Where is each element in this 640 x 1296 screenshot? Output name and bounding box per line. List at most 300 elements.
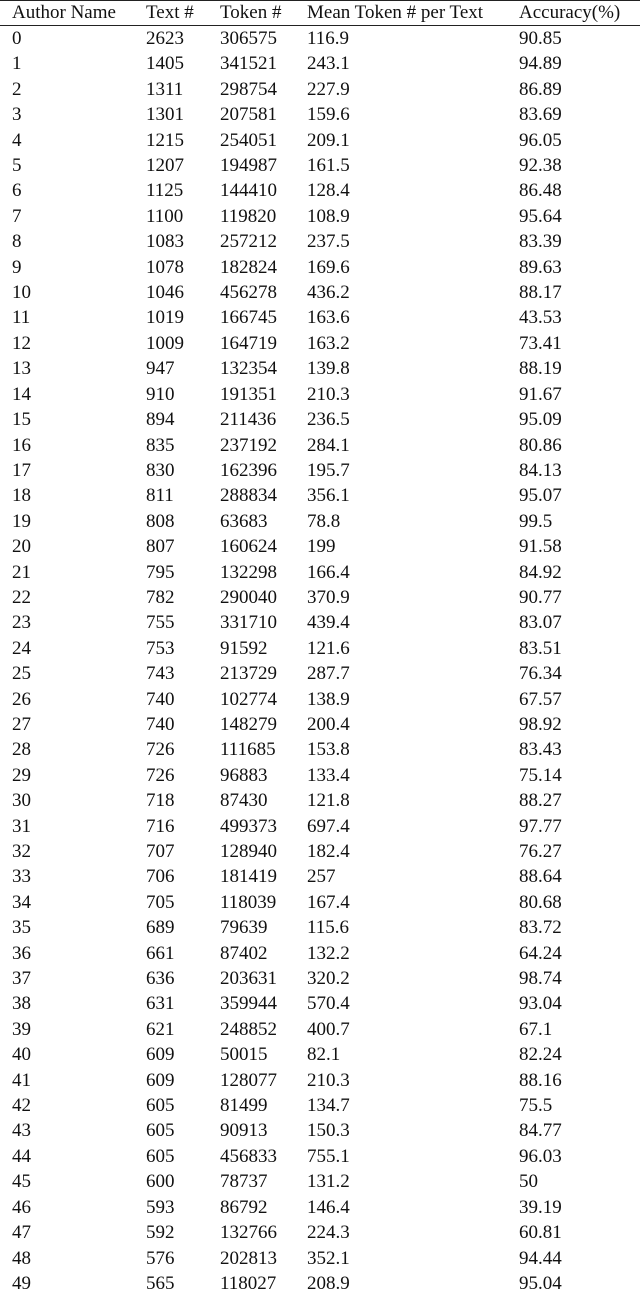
cell-mean-token: 121.8 bbox=[307, 788, 519, 813]
cell-author-name: 33 bbox=[0, 864, 146, 889]
cell-mean-token: 570.4 bbox=[307, 991, 519, 1016]
cell-accuracy: 96.05 bbox=[519, 128, 640, 153]
cell-token-count: 63683 bbox=[220, 509, 307, 534]
cell-mean-token: 370.9 bbox=[307, 585, 519, 610]
cell-accuracy: 83.43 bbox=[519, 737, 640, 762]
table-row bbox=[0, 737, 640, 762]
cell-accuracy: 60.81 bbox=[519, 1220, 640, 1245]
cell-mean-token: 200.4 bbox=[307, 712, 519, 737]
cell-accuracy: 83.69 bbox=[519, 102, 640, 127]
cell-author-name: 26 bbox=[0, 687, 146, 712]
cell-mean-token: 208.9 bbox=[307, 1271, 519, 1296]
cell-text-count: 830 bbox=[146, 458, 220, 483]
cell-accuracy: 97.77 bbox=[519, 814, 640, 839]
cell-author-name: 25 bbox=[0, 661, 146, 686]
cell-mean-token: 159.6 bbox=[307, 102, 519, 127]
cell-mean-token: 115.6 bbox=[307, 915, 519, 940]
cell-accuracy: 91.58 bbox=[519, 534, 640, 559]
cell-text-count: 726 bbox=[146, 737, 220, 762]
cell-mean-token: 182.4 bbox=[307, 839, 519, 864]
cell-accuracy: 94.89 bbox=[519, 51, 640, 76]
cell-mean-token: 356.1 bbox=[307, 483, 519, 508]
cell-text-count: 2623 bbox=[146, 26, 220, 52]
cell-accuracy: 88.64 bbox=[519, 864, 640, 889]
cell-token-count: 102774 bbox=[220, 687, 307, 712]
cell-text-count: 716 bbox=[146, 814, 220, 839]
cell-author-name: 15 bbox=[0, 407, 146, 432]
cell-text-count: 947 bbox=[146, 356, 220, 381]
table-row bbox=[0, 1118, 640, 1143]
header-author-name: Author Name bbox=[0, 1, 146, 26]
cell-accuracy: 88.19 bbox=[519, 356, 640, 381]
cell-author-name: 37 bbox=[0, 966, 146, 991]
cell-author-name: 36 bbox=[0, 941, 146, 966]
cell-mean-token: 284.1 bbox=[307, 433, 519, 458]
cell-accuracy: 84.77 bbox=[519, 1118, 640, 1143]
cell-token-count: 306575 bbox=[220, 26, 307, 52]
cell-text-count: 894 bbox=[146, 407, 220, 432]
cell-author-name: 23 bbox=[0, 610, 146, 635]
cell-author-name: 44 bbox=[0, 1144, 146, 1169]
cell-mean-token: 697.4 bbox=[307, 814, 519, 839]
cell-token-count: 166745 bbox=[220, 305, 307, 330]
table-row bbox=[0, 483, 640, 508]
cell-text-count: 740 bbox=[146, 687, 220, 712]
cell-token-count: 298754 bbox=[220, 77, 307, 102]
cell-text-count: 1083 bbox=[146, 229, 220, 254]
cell-mean-token: 169.6 bbox=[307, 255, 519, 280]
cell-text-count: 1311 bbox=[146, 77, 220, 102]
cell-mean-token: 209.1 bbox=[307, 128, 519, 153]
cell-author-name: 24 bbox=[0, 636, 146, 661]
table-row bbox=[0, 941, 640, 966]
cell-mean-token: 439.4 bbox=[307, 610, 519, 635]
cell-mean-token: 116.9 bbox=[307, 26, 519, 52]
cell-text-count: 609 bbox=[146, 1068, 220, 1093]
cell-accuracy: 83.51 bbox=[519, 636, 640, 661]
cell-author-name: 19 bbox=[0, 509, 146, 534]
cell-token-count: 86792 bbox=[220, 1195, 307, 1220]
cell-author-name: 1 bbox=[0, 51, 146, 76]
cell-accuracy: 95.07 bbox=[519, 483, 640, 508]
cell-token-count: 331710 bbox=[220, 610, 307, 635]
cell-token-count: 96883 bbox=[220, 763, 307, 788]
table-row bbox=[0, 153, 640, 178]
cell-author-name: 27 bbox=[0, 712, 146, 737]
cell-mean-token: 352.1 bbox=[307, 1246, 519, 1271]
table-row bbox=[0, 788, 640, 813]
cell-mean-token: 82.1 bbox=[307, 1042, 519, 1067]
cell-text-count: 605 bbox=[146, 1093, 220, 1118]
cell-author-name: 9 bbox=[0, 255, 146, 280]
cell-token-count: 128940 bbox=[220, 839, 307, 864]
cell-author-name: 47 bbox=[0, 1220, 146, 1245]
table-row bbox=[0, 712, 640, 737]
header-token-count: Token # bbox=[220, 1, 307, 26]
cell-token-count: 90913 bbox=[220, 1118, 307, 1143]
cell-author-name: 45 bbox=[0, 1169, 146, 1194]
cell-author-name: 11 bbox=[0, 305, 146, 330]
table-row bbox=[0, 1271, 640, 1296]
cell-author-name: 28 bbox=[0, 737, 146, 762]
table-header bbox=[0, 1, 640, 26]
cell-token-count: 207581 bbox=[220, 102, 307, 127]
cell-author-name: 31 bbox=[0, 814, 146, 839]
cell-token-count: 456278 bbox=[220, 280, 307, 305]
cell-accuracy: 82.24 bbox=[519, 1042, 640, 1067]
cell-token-count: 132354 bbox=[220, 356, 307, 381]
cell-mean-token: 161.5 bbox=[307, 153, 519, 178]
table-row bbox=[0, 1246, 640, 1271]
cell-mean-token: 133.4 bbox=[307, 763, 519, 788]
cell-text-count: 707 bbox=[146, 839, 220, 864]
cell-token-count: 237192 bbox=[220, 433, 307, 458]
cell-token-count: 128077 bbox=[220, 1068, 307, 1093]
table-row bbox=[0, 864, 640, 889]
cell-mean-token: 121.6 bbox=[307, 636, 519, 661]
cell-token-count: 160624 bbox=[220, 534, 307, 559]
cell-author-name: 5 bbox=[0, 153, 146, 178]
cell-token-count: 78737 bbox=[220, 1169, 307, 1194]
table-row bbox=[0, 1042, 640, 1067]
cell-author-name: 7 bbox=[0, 204, 146, 229]
cell-token-count: 194987 bbox=[220, 153, 307, 178]
cell-mean-token: 210.3 bbox=[307, 1068, 519, 1093]
cell-token-count: 181419 bbox=[220, 864, 307, 889]
cell-token-count: 191351 bbox=[220, 382, 307, 407]
cell-token-count: 118027 bbox=[220, 1271, 307, 1296]
cell-mean-token: 199 bbox=[307, 534, 519, 559]
table-row bbox=[0, 839, 640, 864]
cell-token-count: 290040 bbox=[220, 585, 307, 610]
cell-text-count: 811 bbox=[146, 483, 220, 508]
table-row bbox=[0, 433, 640, 458]
table-row bbox=[0, 966, 640, 991]
header-mean-token: Mean Token # per Text bbox=[307, 1, 519, 26]
table-row bbox=[0, 610, 640, 635]
cell-author-name: 32 bbox=[0, 839, 146, 864]
cell-accuracy: 76.34 bbox=[519, 661, 640, 686]
table-row bbox=[0, 1220, 640, 1245]
cell-author-name: 43 bbox=[0, 1118, 146, 1143]
cell-text-count: 621 bbox=[146, 1017, 220, 1042]
cell-accuracy: 73.41 bbox=[519, 331, 640, 356]
table-row bbox=[0, 560, 640, 585]
header-text-count: Text # bbox=[146, 1, 220, 26]
table-row bbox=[0, 128, 640, 153]
table-row bbox=[0, 407, 640, 432]
cell-mean-token: 210.3 bbox=[307, 382, 519, 407]
table-body bbox=[0, 26, 640, 1296]
cell-text-count: 726 bbox=[146, 763, 220, 788]
cell-accuracy: 86.89 bbox=[519, 77, 640, 102]
cell-text-count: 755 bbox=[146, 610, 220, 635]
cell-text-count: 689 bbox=[146, 915, 220, 940]
cell-mean-token: 108.9 bbox=[307, 204, 519, 229]
table-row bbox=[0, 77, 640, 102]
cell-text-count: 835 bbox=[146, 433, 220, 458]
cell-mean-token: 78.8 bbox=[307, 509, 519, 534]
table-row bbox=[0, 1017, 640, 1042]
cell-text-count: 592 bbox=[146, 1220, 220, 1245]
table-row bbox=[0, 204, 640, 229]
cell-text-count: 1100 bbox=[146, 204, 220, 229]
cell-text-count: 593 bbox=[146, 1195, 220, 1220]
table-row bbox=[0, 991, 640, 1016]
cell-mean-token: 131.2 bbox=[307, 1169, 519, 1194]
cell-accuracy: 95.64 bbox=[519, 204, 640, 229]
cell-author-name: 17 bbox=[0, 458, 146, 483]
cell-token-count: 288834 bbox=[220, 483, 307, 508]
cell-accuracy: 64.24 bbox=[519, 941, 640, 966]
cell-author-name: 2 bbox=[0, 77, 146, 102]
cell-mean-token: 320.2 bbox=[307, 966, 519, 991]
cell-token-count: 118039 bbox=[220, 890, 307, 915]
cell-author-name: 22 bbox=[0, 585, 146, 610]
cell-mean-token: 150.3 bbox=[307, 1118, 519, 1143]
cell-accuracy: 91.67 bbox=[519, 382, 640, 407]
cell-token-count: 119820 bbox=[220, 204, 307, 229]
cell-token-count: 87402 bbox=[220, 941, 307, 966]
cell-token-count: 213729 bbox=[220, 661, 307, 686]
cell-accuracy: 88.17 bbox=[519, 280, 640, 305]
cell-text-count: 743 bbox=[146, 661, 220, 686]
table-row bbox=[0, 1068, 640, 1093]
cell-author-name: 39 bbox=[0, 1017, 146, 1042]
cell-mean-token: 128.4 bbox=[307, 178, 519, 203]
cell-text-count: 1215 bbox=[146, 128, 220, 153]
cell-author-name: 38 bbox=[0, 991, 146, 1016]
cell-author-name: 14 bbox=[0, 382, 146, 407]
cell-mean-token: 138.9 bbox=[307, 687, 519, 712]
cell-author-name: 16 bbox=[0, 433, 146, 458]
cell-token-count: 257212 bbox=[220, 229, 307, 254]
cell-token-count: 87430 bbox=[220, 788, 307, 813]
table-row bbox=[0, 255, 640, 280]
cell-accuracy: 88.27 bbox=[519, 788, 640, 813]
table-row bbox=[0, 382, 640, 407]
cell-token-count: 248852 bbox=[220, 1017, 307, 1042]
table-row bbox=[0, 331, 640, 356]
cell-token-count: 162396 bbox=[220, 458, 307, 483]
cell-mean-token: 243.1 bbox=[307, 51, 519, 76]
cell-author-name: 13 bbox=[0, 356, 146, 381]
table-row bbox=[0, 534, 640, 559]
cell-accuracy: 67.1 bbox=[519, 1017, 640, 1042]
cell-token-count: 132298 bbox=[220, 560, 307, 585]
cell-token-count: 79639 bbox=[220, 915, 307, 940]
cell-accuracy: 84.92 bbox=[519, 560, 640, 585]
cell-accuracy: 43.53 bbox=[519, 305, 640, 330]
cell-mean-token: 237.5 bbox=[307, 229, 519, 254]
cell-accuracy: 80.86 bbox=[519, 433, 640, 458]
table-row bbox=[0, 1195, 640, 1220]
table-row bbox=[0, 1144, 640, 1169]
cell-author-name: 6 bbox=[0, 178, 146, 203]
cell-text-count: 808 bbox=[146, 509, 220, 534]
cell-text-count: 1125 bbox=[146, 178, 220, 203]
cell-mean-token: 167.4 bbox=[307, 890, 519, 915]
cell-accuracy: 83.07 bbox=[519, 610, 640, 635]
cell-author-name: 48 bbox=[0, 1246, 146, 1271]
cell-accuracy: 76.27 bbox=[519, 839, 640, 864]
table-row bbox=[0, 178, 640, 203]
table-row bbox=[0, 1169, 640, 1194]
cell-accuracy: 98.74 bbox=[519, 966, 640, 991]
cell-accuracy: 98.92 bbox=[519, 712, 640, 737]
cell-text-count: 910 bbox=[146, 382, 220, 407]
cell-author-name: 35 bbox=[0, 915, 146, 940]
table-row bbox=[0, 1093, 640, 1118]
cell-token-count: 164719 bbox=[220, 331, 307, 356]
cell-accuracy: 89.63 bbox=[519, 255, 640, 280]
cell-text-count: 1046 bbox=[146, 280, 220, 305]
cell-token-count: 81499 bbox=[220, 1093, 307, 1118]
cell-text-count: 740 bbox=[146, 712, 220, 737]
cell-mean-token: 153.8 bbox=[307, 737, 519, 762]
cell-author-name: 42 bbox=[0, 1093, 146, 1118]
cell-author-name: 18 bbox=[0, 483, 146, 508]
table-row bbox=[0, 687, 640, 712]
cell-token-count: 50015 bbox=[220, 1042, 307, 1067]
cell-accuracy: 84.13 bbox=[519, 458, 640, 483]
cell-text-count: 1078 bbox=[146, 255, 220, 280]
cell-mean-token: 132.2 bbox=[307, 941, 519, 966]
table-row bbox=[0, 102, 640, 127]
cell-token-count: 359944 bbox=[220, 991, 307, 1016]
cell-text-count: 1009 bbox=[146, 331, 220, 356]
cell-token-count: 144410 bbox=[220, 178, 307, 203]
cell-token-count: 499373 bbox=[220, 814, 307, 839]
cell-accuracy: 88.16 bbox=[519, 1068, 640, 1093]
table-row bbox=[0, 26, 640, 52]
cell-author-name: 3 bbox=[0, 102, 146, 127]
cell-author-name: 10 bbox=[0, 280, 146, 305]
cell-text-count: 753 bbox=[146, 636, 220, 661]
cell-accuracy: 93.04 bbox=[519, 991, 640, 1016]
cell-text-count: 565 bbox=[146, 1271, 220, 1296]
cell-accuracy: 94.44 bbox=[519, 1246, 640, 1271]
cell-mean-token: 139.8 bbox=[307, 356, 519, 381]
cell-author-name: 20 bbox=[0, 534, 146, 559]
cell-token-count: 341521 bbox=[220, 51, 307, 76]
cell-text-count: 718 bbox=[146, 788, 220, 813]
cell-mean-token: 227.9 bbox=[307, 77, 519, 102]
cell-mean-token: 257 bbox=[307, 864, 519, 889]
cell-token-count: 91592 bbox=[220, 636, 307, 661]
cell-accuracy: 83.39 bbox=[519, 229, 640, 254]
cell-text-count: 605 bbox=[146, 1118, 220, 1143]
cell-mean-token: 400.7 bbox=[307, 1017, 519, 1042]
cell-text-count: 576 bbox=[146, 1246, 220, 1271]
cell-token-count: 202813 bbox=[220, 1246, 307, 1271]
cell-author-name: 30 bbox=[0, 788, 146, 813]
cell-mean-token: 195.7 bbox=[307, 458, 519, 483]
table-row bbox=[0, 585, 640, 610]
cell-token-count: 111685 bbox=[220, 737, 307, 762]
cell-text-count: 1405 bbox=[146, 51, 220, 76]
cell-text-count: 782 bbox=[146, 585, 220, 610]
cell-mean-token: 287.7 bbox=[307, 661, 519, 686]
table-row bbox=[0, 509, 640, 534]
cell-author-name: 41 bbox=[0, 1068, 146, 1093]
cell-text-count: 795 bbox=[146, 560, 220, 585]
cell-author-name: 40 bbox=[0, 1042, 146, 1067]
cell-author-name: 12 bbox=[0, 331, 146, 356]
cell-token-count: 182824 bbox=[220, 255, 307, 280]
cell-mean-token: 166.4 bbox=[307, 560, 519, 585]
cell-token-count: 254051 bbox=[220, 128, 307, 153]
cell-accuracy: 92.38 bbox=[519, 153, 640, 178]
cell-mean-token: 224.3 bbox=[307, 1220, 519, 1245]
cell-accuracy: 99.5 bbox=[519, 509, 640, 534]
cell-text-count: 706 bbox=[146, 864, 220, 889]
table-row bbox=[0, 814, 640, 839]
cell-author-name: 46 bbox=[0, 1195, 146, 1220]
header-row bbox=[0, 1, 640, 26]
cell-text-count: 807 bbox=[146, 534, 220, 559]
table-row bbox=[0, 458, 640, 483]
cell-mean-token: 163.6 bbox=[307, 305, 519, 330]
cell-text-count: 1301 bbox=[146, 102, 220, 127]
cell-accuracy: 83.72 bbox=[519, 915, 640, 940]
cell-author-name: 0 bbox=[0, 26, 146, 52]
cell-accuracy: 50 bbox=[519, 1169, 640, 1194]
cell-author-name: 34 bbox=[0, 890, 146, 915]
cell-author-name: 29 bbox=[0, 763, 146, 788]
cell-text-count: 1207 bbox=[146, 153, 220, 178]
cell-accuracy: 95.04 bbox=[519, 1271, 640, 1296]
cell-token-count: 203631 bbox=[220, 966, 307, 991]
table-row bbox=[0, 636, 640, 661]
cell-text-count: 1019 bbox=[146, 305, 220, 330]
cell-accuracy: 86.48 bbox=[519, 178, 640, 203]
cell-text-count: 605 bbox=[146, 1144, 220, 1169]
cell-mean-token: 755.1 bbox=[307, 1144, 519, 1169]
cell-author-name: 4 bbox=[0, 128, 146, 153]
cell-accuracy: 95.09 bbox=[519, 407, 640, 432]
cell-token-count: 211436 bbox=[220, 407, 307, 432]
cell-text-count: 661 bbox=[146, 941, 220, 966]
cell-mean-token: 236.5 bbox=[307, 407, 519, 432]
cell-text-count: 609 bbox=[146, 1042, 220, 1067]
cell-author-name: 21 bbox=[0, 560, 146, 585]
cell-token-count: 148279 bbox=[220, 712, 307, 737]
table-row bbox=[0, 305, 640, 330]
table-row bbox=[0, 763, 640, 788]
cell-accuracy: 90.77 bbox=[519, 585, 640, 610]
cell-accuracy: 96.03 bbox=[519, 1144, 640, 1169]
table-row bbox=[0, 915, 640, 940]
cell-author-name: 8 bbox=[0, 229, 146, 254]
table-row bbox=[0, 356, 640, 381]
table-row bbox=[0, 229, 640, 254]
cell-accuracy: 90.85 bbox=[519, 26, 640, 52]
cell-accuracy: 75.5 bbox=[519, 1093, 640, 1118]
cell-text-count: 636 bbox=[146, 966, 220, 991]
cell-accuracy: 80.68 bbox=[519, 890, 640, 915]
table-row bbox=[0, 661, 640, 686]
header-accuracy: Accuracy(%) bbox=[519, 1, 640, 26]
table-row bbox=[0, 51, 640, 76]
cell-text-count: 631 bbox=[146, 991, 220, 1016]
cell-mean-token: 146.4 bbox=[307, 1195, 519, 1220]
cell-mean-token: 163.2 bbox=[307, 331, 519, 356]
table-row bbox=[0, 280, 640, 305]
cell-author-name: 49 bbox=[0, 1271, 146, 1296]
cell-mean-token: 134.7 bbox=[307, 1093, 519, 1118]
cell-accuracy: 39.19 bbox=[519, 1195, 640, 1220]
